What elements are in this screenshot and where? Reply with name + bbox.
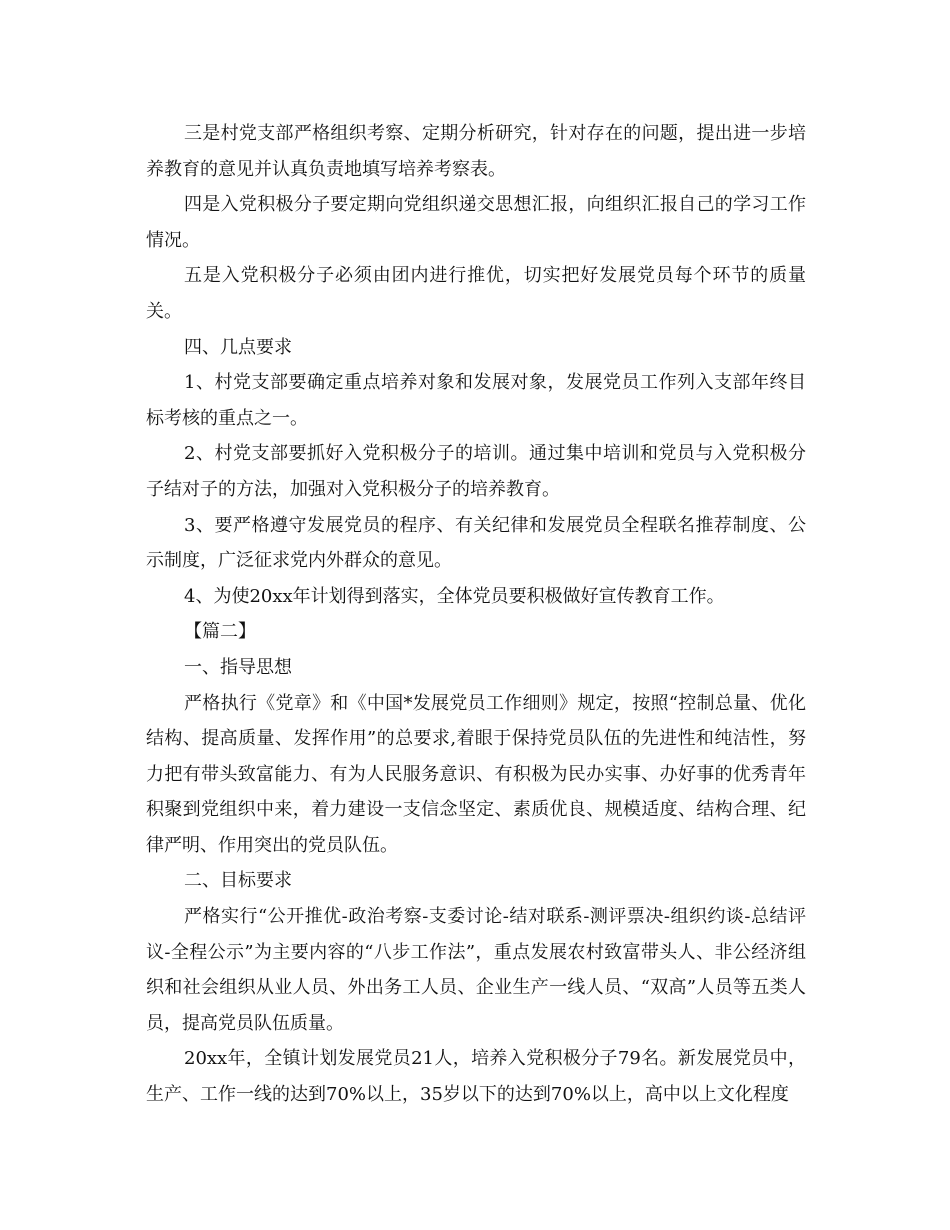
- section-heading-requirements: 四、几点要求: [184, 336, 292, 358]
- part-heading: 【篇二】: [184, 621, 256, 643]
- requirement-item: 1、村党支部要确定重点培养对象和发展对象，发展党员工作列入支部年终目标考核的重点之一。: [146, 372, 806, 429]
- paragraph-inspection: 三是村党支部严格组织考察、定期分析研究，针对存在的问题，提出进一步培养教育的意见并认真负责地填写培养考察表。: [146, 123, 806, 180]
- paragraph-guiding-ideology: 严格执行《党章》和《中国*发展党员工作细则》规定，按照“控制总量、优化结构、提高质量、发挥作用”的总要求,着眼于保持党员队伍的先进性和纯洁性，努力把有带头致富能力、有为人民服务意识、有积极为民办实事、办好事的优秀青年积聚到党组织中来，着力建设一支信念坚定、素质优良、规模适度、结构合理、纪律严明、作用突出的党员队伍。: [146, 692, 806, 856]
- section-heading-guiding-ideology: 一、指导思想: [184, 656, 292, 678]
- paragraph-eight-steps: 严格实行“公开推优-政治考察-支委讨论-结对联系-测评票决-组织约谈-总结评议-全程公示”为主要内容的“八步工作法”，重点发展农村致富带头人、非公经济组织和社会组织从业人员、外出务工人员、企业生产一线人员、“双高”人员等五类人员，提高党员队伍质量。: [146, 906, 806, 1034]
- requirement-item: 3、要严格遵守发展党员的程序、有关纪律和发展党员全程联名推荐制度、公示制度，广泛征求党内外群众的意见。: [146, 514, 806, 572]
- section-heading-goals: 二、目标要求: [184, 870, 292, 892]
- document-body: [146, 116, 806, 1113]
- requirement-item: 2、村党支部要抓好入党积极分子的培训。通过集中培训和党员与入党积极分子结对子的方法，加强对入党积极分子的培养教育。: [146, 443, 806, 500]
- requirement-item: 4、为使20xx年计划得到落实，全体党员要积极做好宣传教育工作。: [184, 585, 725, 607]
- paragraph-recommendation: 五是入党积极分子必须由团内进行推优，切实把好发展党员每个环节的质量关。: [146, 265, 806, 322]
- paragraph-thought-report: 四是入党积极分子要定期向党组织递交思想汇报，向组织汇报自己的学习工作情况。: [146, 194, 806, 251]
- paragraph-plan-targets: 20xx年，全镇计划发展党员21人，培养入党积极分子79名。新发展党员中，生产、工作一线的达到70%以上，35岁以下的达到70%以上，高中以上文化程度: [146, 1048, 806, 1106]
